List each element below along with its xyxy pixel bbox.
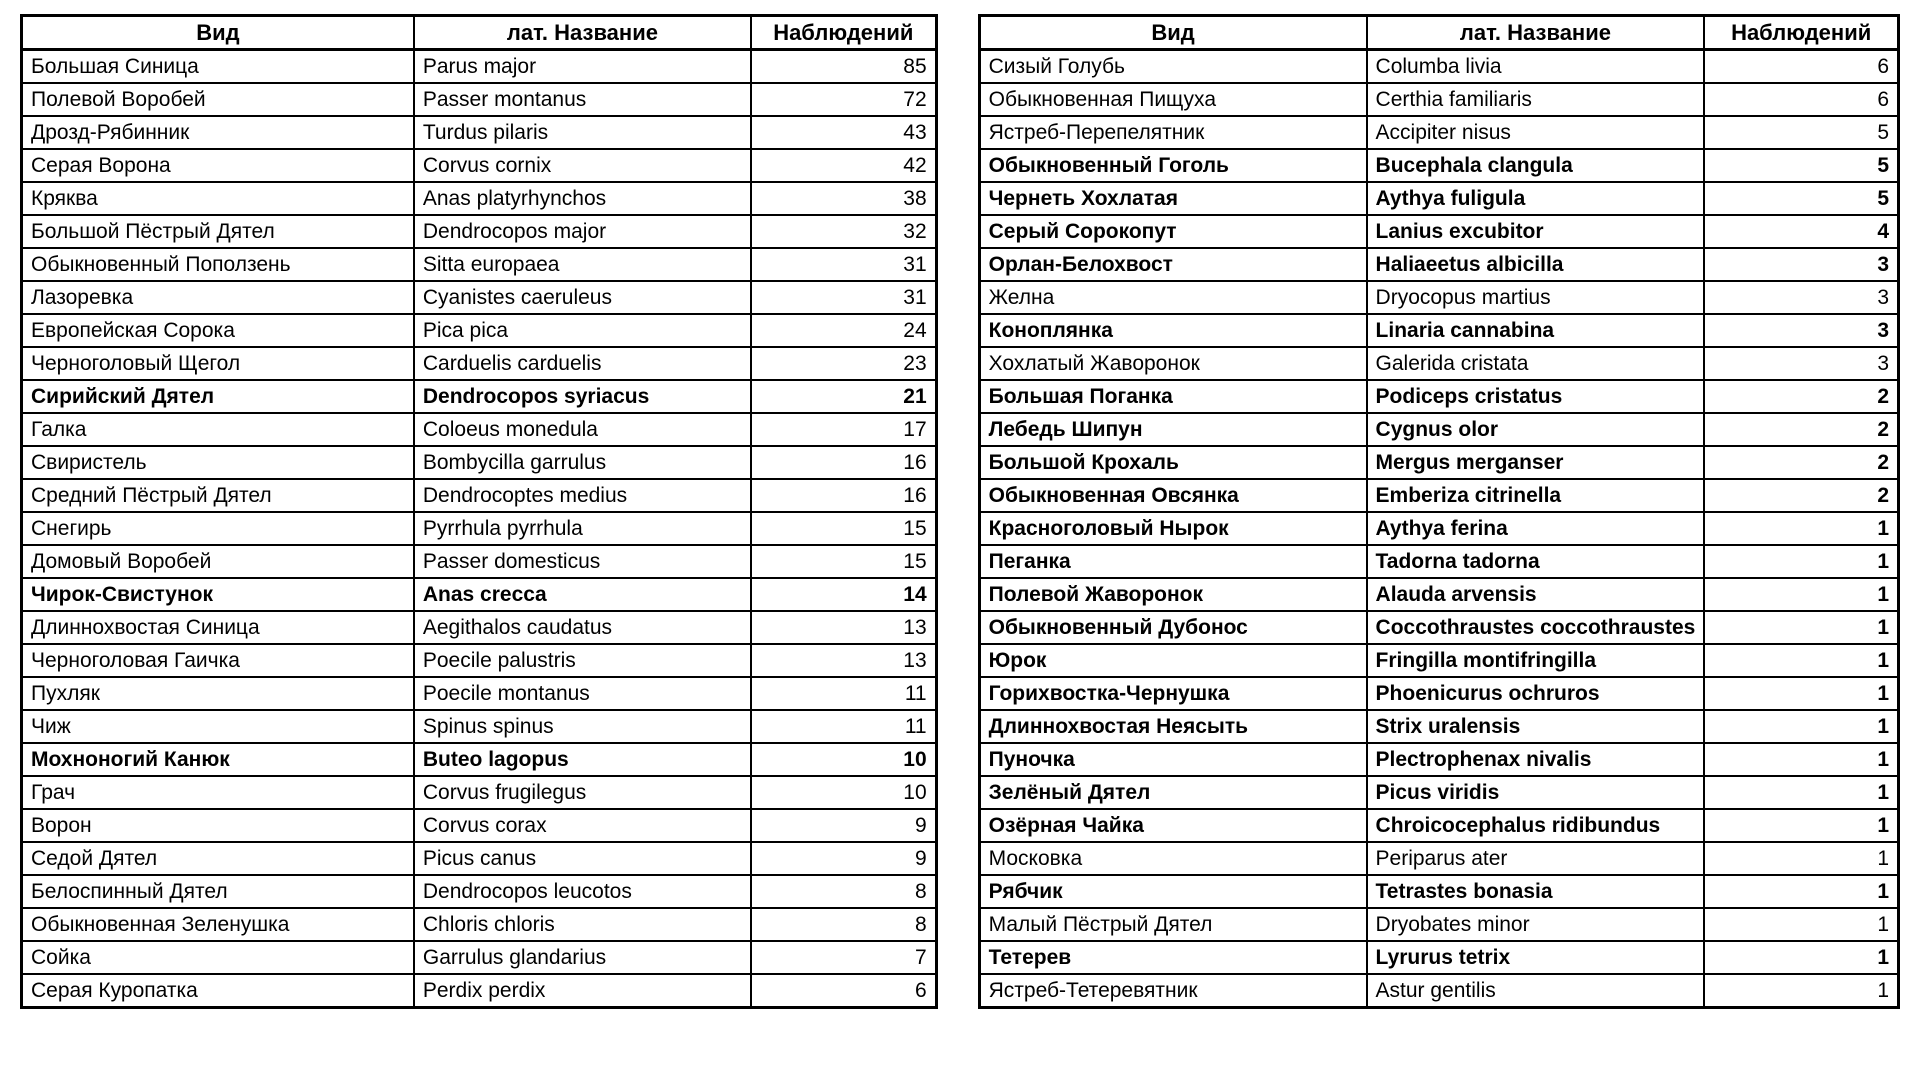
species-cell: Обыкновенный Гоголь	[979, 149, 1366, 182]
observations-count-cell: 1	[1704, 545, 1898, 578]
column-header-latin-name: лат. Название	[1367, 16, 1705, 50]
species-cell: Длиннохвостая Синица	[22, 611, 414, 644]
column-header-observations: Наблюдений	[1704, 16, 1898, 50]
observations-count-cell: 1	[1704, 578, 1898, 611]
latin-name-cell: Dendrocoptes medius	[414, 479, 751, 512]
table-row	[979, 809, 1898, 842]
table-row	[22, 611, 937, 644]
species-cell: Ворон	[22, 809, 414, 842]
column-header-latin-name: лат. Название	[414, 16, 751, 50]
latin-name-cell: Passer domesticus	[414, 545, 751, 578]
species-cell: Чирок-Свистунок	[22, 578, 414, 611]
species-cell: Ястреб-Перепелятник	[979, 116, 1366, 149]
table-row	[22, 116, 937, 149]
table-row	[979, 776, 1898, 809]
latin-name-cell: Podiceps cristatus	[1367, 380, 1705, 413]
observations-count-cell: 42	[751, 149, 936, 182]
table-row	[979, 974, 1898, 1008]
observations-count-cell: 1	[1704, 644, 1898, 677]
observations-count-cell: 11	[751, 677, 936, 710]
species-cell: Чиж	[22, 710, 414, 743]
table-row	[979, 281, 1898, 314]
species-cell: Дрозд-Рябинник	[22, 116, 414, 149]
column-header-species: Вид	[979, 16, 1366, 50]
table-row	[979, 842, 1898, 875]
latin-name-cell: Columba livia	[1367, 50, 1705, 84]
observations-count-cell: 1	[1704, 842, 1898, 875]
observations-count-cell: 1	[1704, 908, 1898, 941]
species-cell: Домовый Воробей	[22, 545, 414, 578]
species-cell: Грач	[22, 776, 414, 809]
latin-name-cell: Perdix perdix	[414, 974, 751, 1008]
table-row	[979, 908, 1898, 941]
species-cell: Сизый Голубь	[979, 50, 1366, 84]
latin-name-cell: Sitta europaea	[414, 248, 751, 281]
observations-count-cell: 2	[1704, 380, 1898, 413]
latin-name-cell: Certhia familiaris	[1367, 83, 1705, 116]
observations-count-cell: 3	[1704, 314, 1898, 347]
observations-count-cell: 1	[1704, 512, 1898, 545]
species-cell: Серая Ворона	[22, 149, 414, 182]
table-row	[22, 644, 937, 677]
table-row	[979, 545, 1898, 578]
table-row	[979, 710, 1898, 743]
column-header-observations: Наблюдений	[751, 16, 936, 50]
latin-name-cell: Plectrophenax nivalis	[1367, 743, 1705, 776]
species-cell: Московка	[979, 842, 1366, 875]
latin-name-cell: Corvus corax	[414, 809, 751, 842]
table-row	[979, 347, 1898, 380]
species-cell: Снегирь	[22, 512, 414, 545]
observations-count-cell: 4	[1704, 215, 1898, 248]
species-cell: Черноголовая Гаичка	[22, 644, 414, 677]
observations-count-cell: 9	[751, 809, 936, 842]
observations-count-cell: 5	[1704, 182, 1898, 215]
table-row	[22, 50, 937, 84]
latin-name-cell: Turdus pilaris	[414, 116, 751, 149]
bird-observations-table-right	[978, 14, 1900, 1009]
observations-count-cell: 85	[751, 50, 936, 84]
latin-name-cell: Tadorna tadorna	[1367, 545, 1705, 578]
table-row	[22, 776, 937, 809]
latin-name-cell: Galerida cristata	[1367, 347, 1705, 380]
latin-name-cell: Corvus frugilegus	[414, 776, 751, 809]
table-row	[22, 149, 937, 182]
latin-name-cell: Cygnus olor	[1367, 413, 1705, 446]
latin-name-cell: Haliaeetus albicilla	[1367, 248, 1705, 281]
observations-count-cell: 1	[1704, 743, 1898, 776]
observations-count-cell: 7	[751, 941, 936, 974]
latin-name-cell: Poecile montanus	[414, 677, 751, 710]
latin-name-cell: Chroicocephalus ridibundus	[1367, 809, 1705, 842]
species-cell: Обыкновенная Пищуха	[979, 83, 1366, 116]
latin-name-cell: Mergus merganser	[1367, 446, 1705, 479]
observations-count-cell: 11	[751, 710, 936, 743]
latin-name-cell: Poecile palustris	[414, 644, 751, 677]
species-cell: Белоспинный Дятел	[22, 875, 414, 908]
table-row	[22, 215, 937, 248]
latin-name-cell: Lanius excubitor	[1367, 215, 1705, 248]
latin-name-cell: Anas crecca	[414, 578, 751, 611]
species-cell: Красноголовый Нырок	[979, 512, 1366, 545]
table-row	[979, 941, 1898, 974]
species-cell: Пуночка	[979, 743, 1366, 776]
observations-count-cell: 9	[751, 842, 936, 875]
latin-name-cell: Aegithalos caudatus	[414, 611, 751, 644]
species-cell: Мохноногий Канюк	[22, 743, 414, 776]
species-cell: Пухляк	[22, 677, 414, 710]
table-row	[979, 578, 1898, 611]
table-row	[979, 611, 1898, 644]
table-row	[979, 479, 1898, 512]
table-row	[22, 941, 937, 974]
table-row	[979, 413, 1898, 446]
latin-name-cell: Aythya ferina	[1367, 512, 1705, 545]
tables-layout	[20, 14, 1900, 1009]
latin-name-cell: Corvus cornix	[414, 149, 751, 182]
latin-name-cell: Astur gentilis	[1367, 974, 1705, 1008]
observations-count-cell: 8	[751, 875, 936, 908]
species-cell: Кряква	[22, 182, 414, 215]
observations-count-cell: 3	[1704, 347, 1898, 380]
latin-name-cell: Picus viridis	[1367, 776, 1705, 809]
observations-count-cell: 14	[751, 578, 936, 611]
observations-count-cell: 1	[1704, 710, 1898, 743]
table-row	[22, 281, 937, 314]
latin-name-cell: Dryobates minor	[1367, 908, 1705, 941]
table-row	[22, 347, 937, 380]
species-cell: Большая Поганка	[979, 380, 1366, 413]
species-cell: Свиристель	[22, 446, 414, 479]
table-row	[979, 875, 1898, 908]
observations-count-cell: 1	[1704, 776, 1898, 809]
observations-count-cell: 43	[751, 116, 936, 149]
table-row	[22, 743, 937, 776]
latin-name-cell: Pyrrhula pyrrhula	[414, 512, 751, 545]
latin-name-cell: Accipiter nisus	[1367, 116, 1705, 149]
table-row	[979, 512, 1898, 545]
observations-count-cell: 2	[1704, 446, 1898, 479]
header-row	[22, 16, 937, 50]
observations-count-cell: 6	[1704, 83, 1898, 116]
bird-observations-table-left	[20, 14, 938, 1009]
species-cell: Пеганка	[979, 545, 1366, 578]
latin-name-cell: Dendrocopos syriacus	[414, 380, 751, 413]
latin-name-cell: Fringilla montifringilla	[1367, 644, 1705, 677]
observations-count-cell: 16	[751, 479, 936, 512]
observations-count-cell: 5	[1704, 116, 1898, 149]
latin-name-cell: Coccothraustes coccothraustes	[1367, 611, 1705, 644]
observations-count-cell: 3	[1704, 281, 1898, 314]
table-row	[979, 50, 1898, 84]
header-row	[979, 16, 1898, 50]
table-row	[22, 710, 937, 743]
latin-name-cell: Alauda arvensis	[1367, 578, 1705, 611]
latin-name-cell: Emberiza citrinella	[1367, 479, 1705, 512]
table-row	[22, 380, 937, 413]
latin-name-cell: Dendrocopos leucotos	[414, 875, 751, 908]
table-row	[979, 380, 1898, 413]
latin-name-cell: Coloeus monedula	[414, 413, 751, 446]
observations-count-cell: 5	[1704, 149, 1898, 182]
observations-count-cell: 24	[751, 314, 936, 347]
latin-name-cell: Aythya fuligula	[1367, 182, 1705, 215]
table-row	[22, 842, 937, 875]
species-cell: Обыкновенный Дубонос	[979, 611, 1366, 644]
table-row	[979, 743, 1898, 776]
table-row	[22, 182, 937, 215]
latin-name-cell: Passer montanus	[414, 83, 751, 116]
species-cell: Обыкновенный Поползень	[22, 248, 414, 281]
latin-name-cell: Phoenicurus ochruros	[1367, 677, 1705, 710]
table-row	[22, 512, 937, 545]
table-row	[22, 578, 937, 611]
table-row	[22, 446, 937, 479]
table-row	[22, 875, 937, 908]
species-cell: Полевой Жаворонок	[979, 578, 1366, 611]
observations-count-cell: 1	[1704, 941, 1898, 974]
observations-count-cell: 13	[751, 611, 936, 644]
species-cell: Рябчик	[979, 875, 1366, 908]
table-row	[979, 644, 1898, 677]
observations-count-cell: 72	[751, 83, 936, 116]
table-row	[979, 182, 1898, 215]
table-row	[979, 248, 1898, 281]
species-cell: Чернеть Хохлатая	[979, 182, 1366, 215]
table-row	[22, 974, 937, 1008]
latin-name-cell: Bombycilla garrulus	[414, 446, 751, 479]
table-row	[979, 677, 1898, 710]
observations-count-cell: 31	[751, 281, 936, 314]
observations-count-cell: 16	[751, 446, 936, 479]
table-row	[22, 809, 937, 842]
table-row	[22, 479, 937, 512]
table-row	[22, 908, 937, 941]
observations-count-cell: 2	[1704, 413, 1898, 446]
species-cell: Горихвостка-Чернушка	[979, 677, 1366, 710]
species-cell: Обыкновенная Овсянка	[979, 479, 1366, 512]
species-cell: Зелёный Дятел	[979, 776, 1366, 809]
observations-count-cell: 23	[751, 347, 936, 380]
species-cell: Большой Крохаль	[979, 446, 1366, 479]
species-cell: Лазоревка	[22, 281, 414, 314]
species-cell: Черноголовый Щегол	[22, 347, 414, 380]
species-cell: Орлан-Белохвост	[979, 248, 1366, 281]
latin-name-cell: Tetrastes bonasia	[1367, 875, 1705, 908]
table-row	[979, 314, 1898, 347]
observations-count-cell: 1	[1704, 611, 1898, 644]
species-cell: Коноплянка	[979, 314, 1366, 347]
observations-count-cell: 15	[751, 545, 936, 578]
column-header-species: Вид	[22, 16, 414, 50]
latin-name-cell: Chloris chloris	[414, 908, 751, 941]
observations-count-cell: 38	[751, 182, 936, 215]
latin-name-cell: Lyrurus tetrix	[1367, 941, 1705, 974]
species-cell: Галка	[22, 413, 414, 446]
table-row	[979, 116, 1898, 149]
table-row	[22, 677, 937, 710]
latin-name-cell: Bucephala clangula	[1367, 149, 1705, 182]
latin-name-cell: Parus major	[414, 50, 751, 84]
table-row	[979, 83, 1898, 116]
observations-count-cell: 32	[751, 215, 936, 248]
species-cell: Серый Сорокопут	[979, 215, 1366, 248]
observations-count-cell: 21	[751, 380, 936, 413]
latin-name-cell: Periparus ater	[1367, 842, 1705, 875]
latin-name-cell: Linaria cannabina	[1367, 314, 1705, 347]
latin-name-cell: Cyanistes caeruleus	[414, 281, 751, 314]
observations-count-cell: 6	[751, 974, 936, 1008]
species-cell: Седой Дятел	[22, 842, 414, 875]
species-cell: Ястреб-Тетеревятник	[979, 974, 1366, 1008]
table-row	[22, 314, 937, 347]
table-row	[22, 413, 937, 446]
species-cell: Средний Пёстрый Дятел	[22, 479, 414, 512]
latin-name-cell: Buteo lagopus	[414, 743, 751, 776]
species-cell: Серая Куропатка	[22, 974, 414, 1008]
table-row	[22, 248, 937, 281]
observations-count-cell: 15	[751, 512, 936, 545]
latin-name-cell: Garrulus glandarius	[414, 941, 751, 974]
species-cell: Малый Пёстрый Дятел	[979, 908, 1366, 941]
observations-count-cell: 6	[1704, 50, 1898, 84]
table-row	[22, 545, 937, 578]
observations-count-cell: 8	[751, 908, 936, 941]
latin-name-cell: Picus canus	[414, 842, 751, 875]
species-cell: Желна	[979, 281, 1366, 314]
observations-count-cell: 2	[1704, 479, 1898, 512]
table-row	[979, 215, 1898, 248]
table-row	[22, 83, 937, 116]
species-cell: Полевой Воробей	[22, 83, 414, 116]
latin-name-cell: Anas platyrhynchos	[414, 182, 751, 215]
observations-count-cell: 3	[1704, 248, 1898, 281]
observations-count-cell: 31	[751, 248, 936, 281]
latin-name-cell: Carduelis carduelis	[414, 347, 751, 380]
species-cell: Озёрная Чайка	[979, 809, 1366, 842]
observations-count-cell: 1	[1704, 974, 1898, 1008]
species-cell: Лебедь Шипун	[979, 413, 1366, 446]
table-row	[979, 446, 1898, 479]
table-row	[979, 149, 1898, 182]
observations-count-cell: 17	[751, 413, 936, 446]
observations-count-cell: 10	[751, 743, 936, 776]
observations-count-cell: 10	[751, 776, 936, 809]
latin-name-cell: Spinus spinus	[414, 710, 751, 743]
species-cell: Хохлатый Жаворонок	[979, 347, 1366, 380]
observations-count-cell: 1	[1704, 875, 1898, 908]
latin-name-cell: Pica pica	[414, 314, 751, 347]
observations-count-cell: 1	[1704, 809, 1898, 842]
latin-name-cell: Dryocopus martius	[1367, 281, 1705, 314]
species-cell: Большая Синица	[22, 50, 414, 84]
species-cell: Сирийский Дятел	[22, 380, 414, 413]
species-cell: Сойка	[22, 941, 414, 974]
species-cell: Большой Пёстрый Дятел	[22, 215, 414, 248]
latin-name-cell: Dendrocopos major	[414, 215, 751, 248]
latin-name-cell: Strix uralensis	[1367, 710, 1705, 743]
species-cell: Европейская Сорока	[22, 314, 414, 347]
observations-count-cell: 13	[751, 644, 936, 677]
species-cell: Юрок	[979, 644, 1366, 677]
species-cell: Длиннохвостая Неясыть	[979, 710, 1366, 743]
species-cell: Тетерев	[979, 941, 1366, 974]
species-cell: Обыкновенная Зеленушка	[22, 908, 414, 941]
observations-count-cell: 1	[1704, 677, 1898, 710]
